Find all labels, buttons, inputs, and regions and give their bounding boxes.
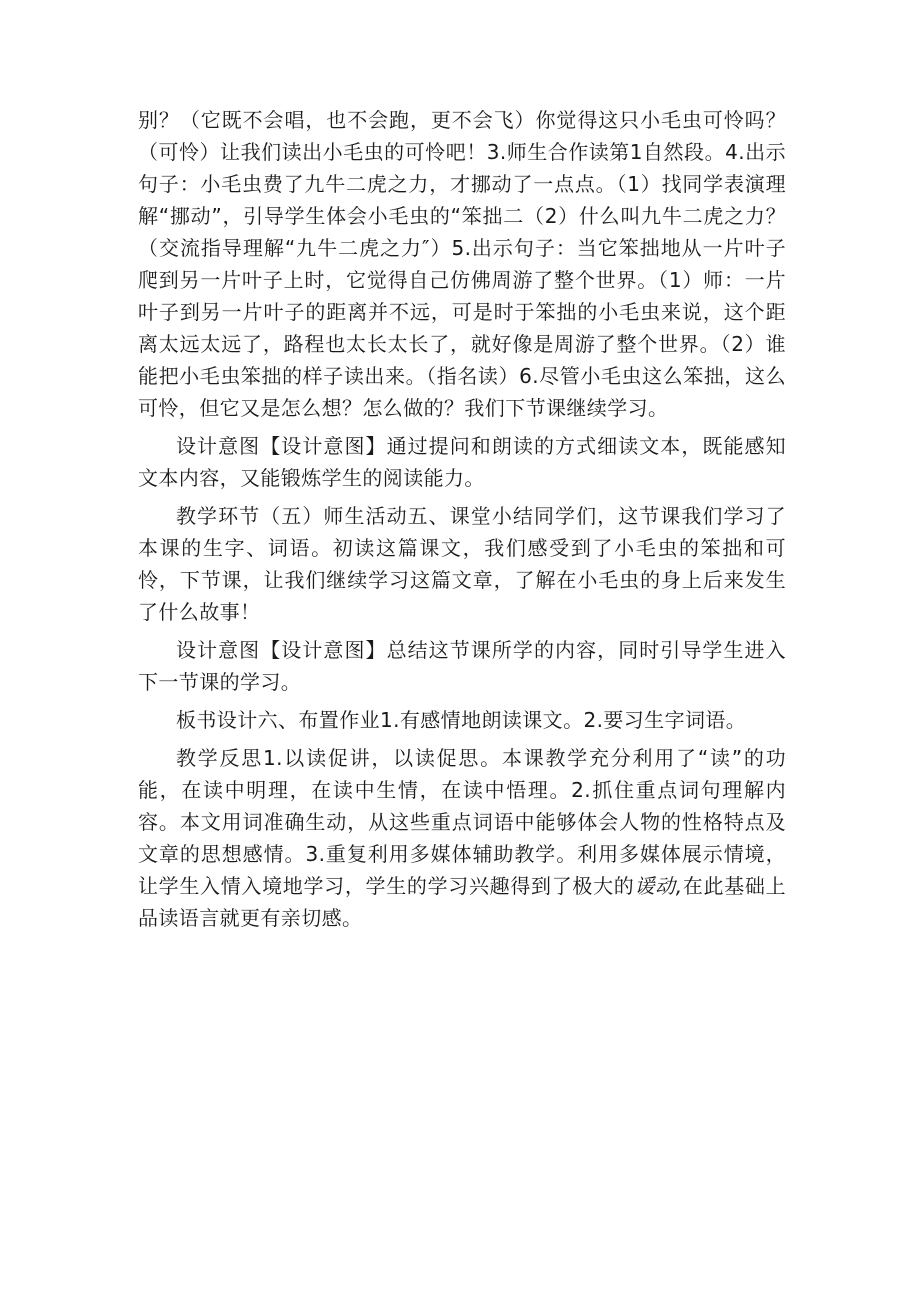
reflection-text-start: 教学反思1.以读促讲，以读促思。本课教学充分利用了“读”的功能，在读中明理，在读中生情，在读中悟理。2.抓住重点词句理解内容。本文用词准确生动，从这些重点词语中能够体会人物的性格特点及文章的思想感情。3.重复利用多媒体辅助教学。利用多媒体展示情境，让学生入情入境地学习，学生的学习兴趣得到了极大的 (138, 746, 786, 898)
document-body (138, 104, 786, 934)
paragraph-lesson-continuation: 别？（它既不会唱，也不会跑，更不会飞）你觉得这只小毛虫可怜吗？（可怜）让我们读出小毛虫的可怜吧！3.师生合作读第1自然段。4.出示句子：小毛虫费了九牛二虎之力，才挪动了一点点。（1）找同学表演理解“挪动”，引导学生体会小毛虫的“笨拙二（2）什么叫九牛二虎之力？（交流指导理解“九牛二虎之力″）5.出示句子：当它笨拙地从一片叶子爬到另一片叶子上时，它觉得自己仿佛周游了整个世界。（1）师：一片叶子到另一片叶子的距离并不远，可是时于笨拙的小毛虫来说，这个距离太远太远了，路程也太长太长了，就好像是周游了整个世界。（2）谁能把小毛虫笨拙的样子读出来。（指名读）6.尽管小毛虫这么笨拙，这么可怜，但它又是怎么想？怎么做的？我们下节课继续学习。 (138, 108, 786, 420)
paragraph-design-intent-summary: 设计意图【设计意图】总结这节课所学的内容，同时引导学生进入下一节课的学习。 (138, 638, 786, 694)
paragraph-design-intent-reading: 设计意图【设计意图】通过提问和朗读的方式细读文本，既能感知文本内容，又能锻炼学生的阅读能力。 (138, 434, 786, 490)
paragraph-board-design-homework: 板书设计六、布置作业1.有感情地朗读课文。2.要习生字词语。 (176, 708, 747, 732)
paragraph-teaching-reflection (138, 742, 786, 934)
reflection-text-italic: 谖动, (634, 874, 683, 898)
reflection-text-end: 在此基础上品读语言就更有亲切感。 (138, 874, 787, 930)
paragraph-class-summary: 教学环节（五）师生活动五、课堂小结同学们，这节课我们学习了本课的生字、词语。初读这篇课文，我们感受到了小毛虫的笨拙和可怜，下节课，让我们继续学习这篇文章，了解在小毛虫的身上后来发生了什么故事！ (138, 504, 786, 624)
